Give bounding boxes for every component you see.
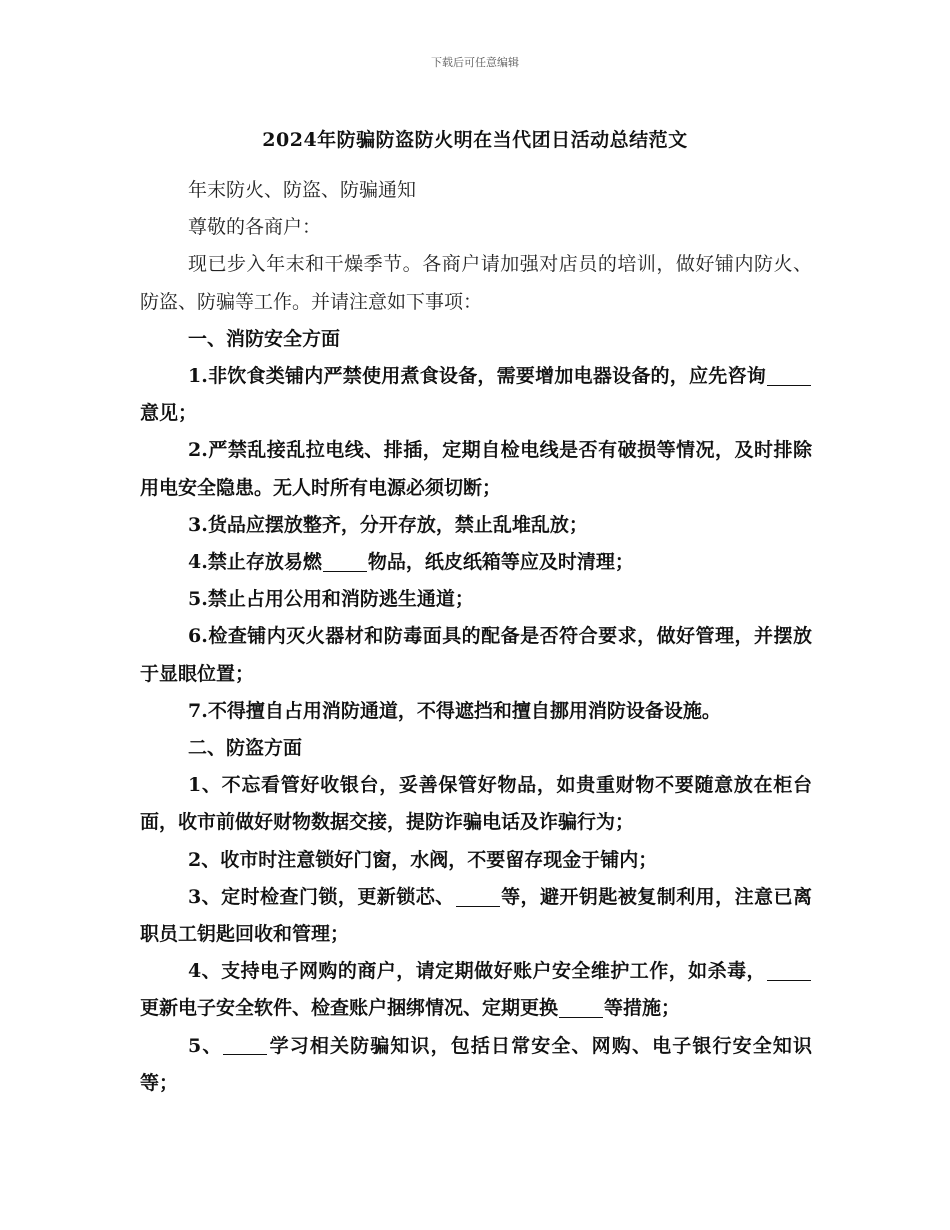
page-header: 下载后可任意编辑 — [431, 56, 519, 69]
intro-paragraph: 现已步入年末和干燥季节。各商户请加强对店员的培训，做好铺内防火、防盗、防骗等工作。并请注意如下事项： — [140, 253, 812, 313]
theft-item-4: 4、支持电子网购的商户，请定期做好账户安全维护工作，如杀毒，更新电子安全软件、检查账户捆绑情况、定期更换 等措施； — [140, 953, 812, 1027]
fire-item-4: 4.禁止存放易燃 物品，纸皮纸箱等应及时清理； — [188, 551, 634, 574]
notice-heading: 年末防火、防盗、防骗通知 — [188, 179, 417, 201]
fill-blank — [323, 551, 367, 572]
fire-item-7: 7.不得擅自占用消防通道，不得遮挡和擅自挪用消防设备设施。 — [188, 699, 721, 722]
section-heading-fire: 一、消防安全方面 — [188, 327, 341, 350]
fire-item-3: 3.货品应摆放整齐，分开存放，禁止乱堆乱放； — [188, 513, 588, 536]
fire-item-5: 5.禁止占用公用和消防逃生通道； — [188, 588, 474, 611]
fire-item-6: 6.检查铺内灭火器材和防毒面具的配备是否符合要求，做好管理，并摆放于显眼位置； — [140, 625, 812, 685]
fill-blank — [456, 886, 500, 907]
theft-item-3: 3、定时检查门锁，更新锁芯、 等，避开钥匙被复制利用，注意已离职员工钥匙回收和管理； — [140, 885, 812, 946]
fill-blank — [223, 1035, 267, 1056]
fill-blank — [559, 997, 603, 1018]
fire-item-1: 1.非饮食类铺内严禁使用煮食设备，需要增加电器设备的，应先咨询意见； — [140, 358, 812, 432]
section-heading-theft: 二、防盗方面 — [188, 737, 303, 760]
fire-item-2: 2.严禁乱接乱拉电线、排插，定期自检电线是否有破损等情况，及时排除用电安全隐患。无人时所有电源必须切断； — [140, 439, 812, 499]
theft-item-2: 2、收市时注意锁好门窗，水阀，不要留存现金于铺内； — [188, 848, 658, 871]
salutation: 尊敬的各商户： — [188, 216, 322, 239]
theft-item-1: 1、不忘看管好收银台，妥善保管好物品，如贵重财物不要随意放在柜台面，收市前做好财物数据交接，提防诈骗电话及诈骗行为； — [140, 774, 812, 834]
fill-blank — [767, 960, 811, 981]
fill-blank — [767, 365, 811, 386]
theft-item-5: 5、 学习相关防骗知识，包括日常安全、网购、电子银行安全知识等； — [140, 1034, 812, 1094]
document-title: 2024年防骗防盗防火明在当代团日活动总结范文 — [262, 129, 688, 151]
document-body — [140, 172, 812, 1102]
